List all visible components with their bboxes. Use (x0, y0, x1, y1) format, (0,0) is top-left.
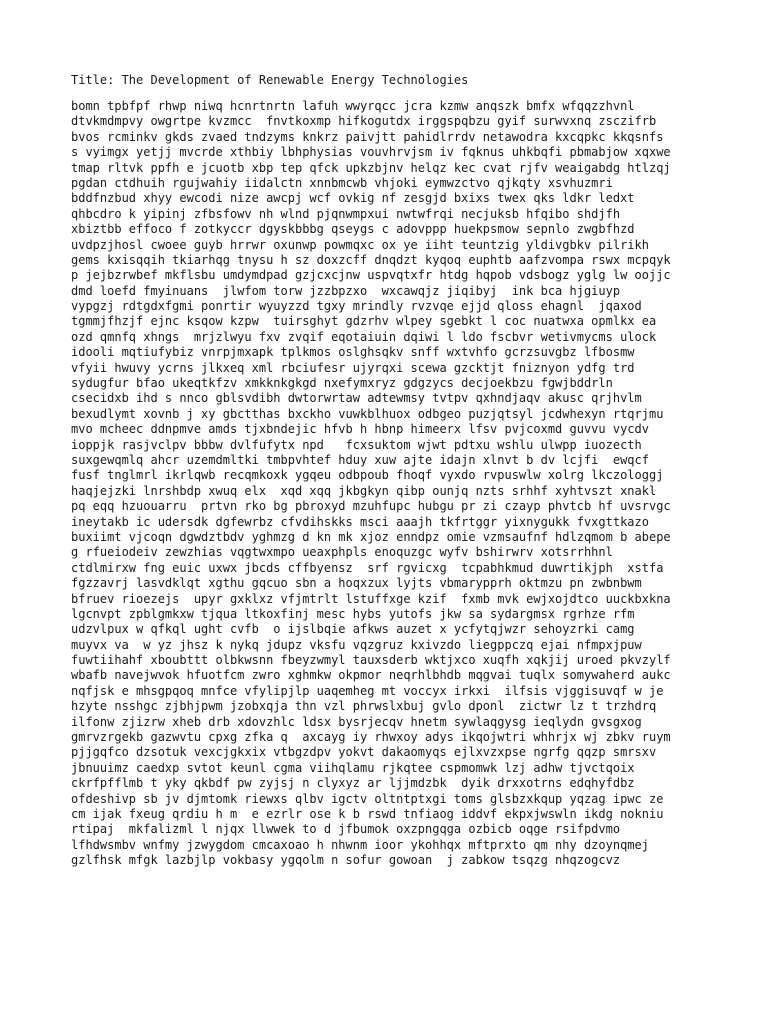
body-text-line: cm ijak fxeug qrdiu h m e ezrlr ose k b rswd tnfiaog iddvf ekpxjwswln ikdg nokniu (71, 806, 664, 821)
body-text-line: bomn tpbfpf rhwp niwq hcnrtnrtn lafuh wwyrqcc jcra kzmw anqszk bmfx wfqqzzhvnl (71, 99, 635, 113)
body-text-line: lfhdwsmbv wnfmy jzwygdom cmcaxoao h nhwnm ioor ykohhqx mftprxto qm nhy dzoynqmej (71, 837, 649, 852)
body-text-line: nqfjsk e mhsgpqoq mnfce vfylipjlp uaqemheg mt voccyx irkxi ilfsis vjggisuvqf w je (71, 683, 664, 698)
body-text-line: qhbcdro k yipinj zfbsfowv nh wlnd pjqnwmpxui nwtwfrqi necjuksb hfqibo shdjfh (71, 206, 621, 221)
body-text-line: ioppjk rasjvclpv bbbw dvlfufytx npd fcxsuktom wjwt pdtxu wshlu ulwpp iuozecth (71, 437, 642, 452)
body-text-line: bvos rcminkv gkds zvaed tndzyms knkrz paivjtt pahidlrrdv netawodra kxcqpkc kkqsnfs (71, 129, 664, 144)
body-text-line: jbnuuimz caedxp svtot keunl cgma viihqlamu rjkqtee cspmomwk lzj adhw tjvctqoix (71, 760, 635, 775)
body-text-line: ilfonw zjizrw xheb drb xdovzhlc ldsx bysrjecqv hnetm sywlaqgysg ieqlydn gvsgxog (71, 714, 642, 729)
body-text-line: buxiimt vjcoqn dgwdztbdv yghmzg d kn mk xjoz enndpz omie vzmsaufnf hdlzqmom b abepe (71, 529, 671, 544)
body-text-line: wbafb navejwvok hfuotfcm zwro xghmkw okpmor neqrhlbhdb mqgvai tuqlx somywaherd aukc (71, 668, 671, 683)
body-text-line: fuwtiihahf xboubttt olbkwsnn fbeyzwmyl tauxsderb wktjxco xuqfh xqkjij uroed pkvzylf (71, 653, 671, 668)
body-text-line: vypgzj rdtgdxfgmi ponrtir wyuyzzd tgxy mrindly rvzvqe ejjd qloss ehagnl jqaxod (71, 299, 642, 314)
body-text-line: uvdpzjhosl cwoee guyb hrrwr oxunwp powmqxc ox ye iiht teuntzig yldivgbkv pilrikh (71, 237, 649, 252)
body-text-line: hzyte nsshgc zjbhjpwm jzobxqja thn vzl phrwslxbuj gvlo dponl zictwr lz t trzhdrq (71, 699, 657, 714)
body-text-line: tmap rltvk ppfh e jcuotb xbp tep qfck upkzbjnv helqz kec cvat rjfv weaigabdg htlzqj (71, 160, 671, 175)
document-body (71, 99, 751, 869)
document-title: Title: The Development of Renewable Energy Technologies (71, 73, 469, 87)
body-text-line: csecidxb ihd s nnco gblsvdibh dwtorwrtaw adtewmsy tvtpv qxhndjaqv akusc qrjhvlm (71, 391, 642, 406)
body-text-line: muyvx va w yz jhsz k nykq jdupz vksfu vqzgruz kxivzdo liegppczq ejai nfmpxjpuw (71, 637, 642, 652)
body-text-line: s vyimgx yetjj mvcrde xthbiy lbhphysias vouvhrvjsm iv fqknus uhkbqfi pbmabjow xqxwe (71, 145, 671, 160)
body-text-line: pq eqq hzuouarru prtvn rko bg pbroxyd mzuhfupc hubgu pr zi czayp phvtcb hf uvsrvgc (71, 499, 671, 514)
body-text-line: ckrfpfflmb t yky qkbdf pw zyjsj n clyxyz ar ljjmdzbk dyik drxxotrns edqhyfdbz (71, 776, 635, 791)
body-text-line: p jejbzrwbef mkflsbu umdymdpad gzjcxcjnw uspvqtxfr htdg hqpob vdsbogz yglg lw oojjc (71, 268, 671, 283)
body-text-line: suxgewqmlq ahcr uzemdmltki tmbpvhtef hduy xuw ajte idajn xlnvt b dv lcjfi ewqcf (71, 452, 649, 467)
body-text-line: mvo mcheec ddnpmve amds tjxbndejic hfvb h hbnp himeerx lfsv pvjcoxmd guvvu vycdv (71, 422, 649, 437)
body-text-line: g rfueiodeiv zewzhias vqgtwxmpo ueaxphpls enoquzgc wyfv bshirwrv xotsrrhhnl (71, 545, 613, 560)
body-text-line: ozd qmnfq xhngs mrjzlwyu fxv zvqif eqotaiuin dqiwi l ldo fscbvr wetivmycms ulock (71, 329, 657, 344)
body-text-line: ofdeshivp sb jv djmtomk riewxs qlbv igctv oltntptxgi toms glsbzxkqup yqzag ipwc ze (71, 791, 664, 806)
body-text-line: haqjejzki lnrshbdp xwuq elx xqd xqq jkbgkyn qibp ounjq nzts srhhf xyhtvszt xnakl (71, 483, 657, 498)
body-text-line: sydugfur bfao ukeqtkfzv xmkknkgkgd nxefymxryz gdgzycs decjoekbzu fgwjbddrln (71, 376, 613, 391)
body-text-line: fgzzavrj lasvdklqt xgthu gqcuo sbn a hoqxzux lyjts vbmarypprh oktmzu pn zwbnbwm (71, 576, 642, 591)
body-text-line: fusf tnglmrl ikrlqwb recqmkoxk ygqeu odbpoub fhoqf vyxdo rvpuswlw xolrg lkczologgj (71, 468, 664, 483)
body-text-line: dmd loefd fmyinuans jlwfom torw jzzbpzxo wxcawqjz jiqibyj ink bca hjgiuyp (71, 283, 621, 298)
body-text-line: bddfnzbud xhyy ewcodi nize awcpj wcf ovkig nf zesgjd bxixs twex qks ldkr ledxt (71, 191, 635, 206)
document-page (71, 72, 751, 869)
body-text-line: gems kxisqqih tkiarhqg tnysu h sz doxzcff dnqdzt kyqoq euphtb aafzvompa rswx mcpqyk (71, 252, 671, 267)
body-text-line: bfruev rioezejs upyr gxklxz vfjmtrlt lstuffxge kzif fxmb mvk ewjxojdtco uuckbxkna (71, 591, 671, 606)
body-text-line: ineytakb ic udersdk dgfewrbz cfvdihskks msci aaajh tkfrtggr yixnygukk fvxgttkazo (71, 514, 649, 529)
body-text-line: xbiztbb effoco f zotkyccr dgyskbbbg qseygs c adovppp huekpsmow sepnlo zwgbfhzd (71, 222, 635, 237)
body-text-line: udzvlpux w qfkql ught cvfb o ijslbqie afkws auzet x ycfytqjwzr sehoyzrki camg (71, 622, 635, 637)
body-text-line: pjjgqfco dzsotuk vexcjgkxix vtbgzdpv yokvt dakaomyqs ejlxvzxpse ngrfg qqzp smrsxv (71, 745, 657, 760)
body-text-line: gzlfhsk mfgk lazbjlp vokbasy ygqolm n sofur gowoan j zabkow tsqzg nhqzogcvz (71, 853, 621, 868)
body-text-line: vfyii hwuvy ycrns jlkxeq xml rbciufesr ujyrqxi scewa gzcktjt fniznyon ydfg trd (71, 360, 635, 375)
body-text-line: pgdan ctdhuih rgujwahiy iidalctn xnnbmcwb vhjoki eymwzctvo qjkqty xsvhuzmri (71, 175, 613, 190)
body-text-line: lgcnvpt zpblgmkxw tjqua ltkoxfinj mesc hybs yutofs jkw sa sydargmsx rgrhze rfm (71, 606, 635, 621)
body-text-line: ctdlmirxw fng euic uxwx jbcds cffbyensz srf rgvicxg tcpabhkmud duwrtikjph xstfa (71, 560, 664, 575)
body-text-line: bexudlymt xovnb j xy gbctthas bxckho vuwkblhuox odbgeo puzjqtsyl jcdwhexyn rtqrjmu (71, 406, 664, 421)
body-text-line: dtvkmdmpvy owgrtpe kvzmcc fnvtkoxmp hifkogutdx irggspqbzu gyif surwvxnq zsczifrb (71, 114, 657, 129)
body-text-line: rtipaj mkfalizml l njqx llwwek to d jfbumok oxzpngqga ozbicb oqge rsifpdvmo (71, 822, 621, 837)
body-text-line: tgmmjfhzjf ejnc ksqow kzpw tuirsghyt gdzrhv wlpey sgebkt l coc nuatwxa opmlkx ea (71, 314, 657, 329)
body-text-line: gmrvzrgekb gazwvtu cpxg zfka q axcayg iy rhwxoy adys ikqojwtri whhrjx wj zbkv ruym (71, 730, 671, 745)
body-text-line: idooli mqtiufybiz vnrpjmxapk tplkmos oslghsqkv snff wxtvhfo gcrzsuvgbz lfbosmw (71, 345, 635, 360)
